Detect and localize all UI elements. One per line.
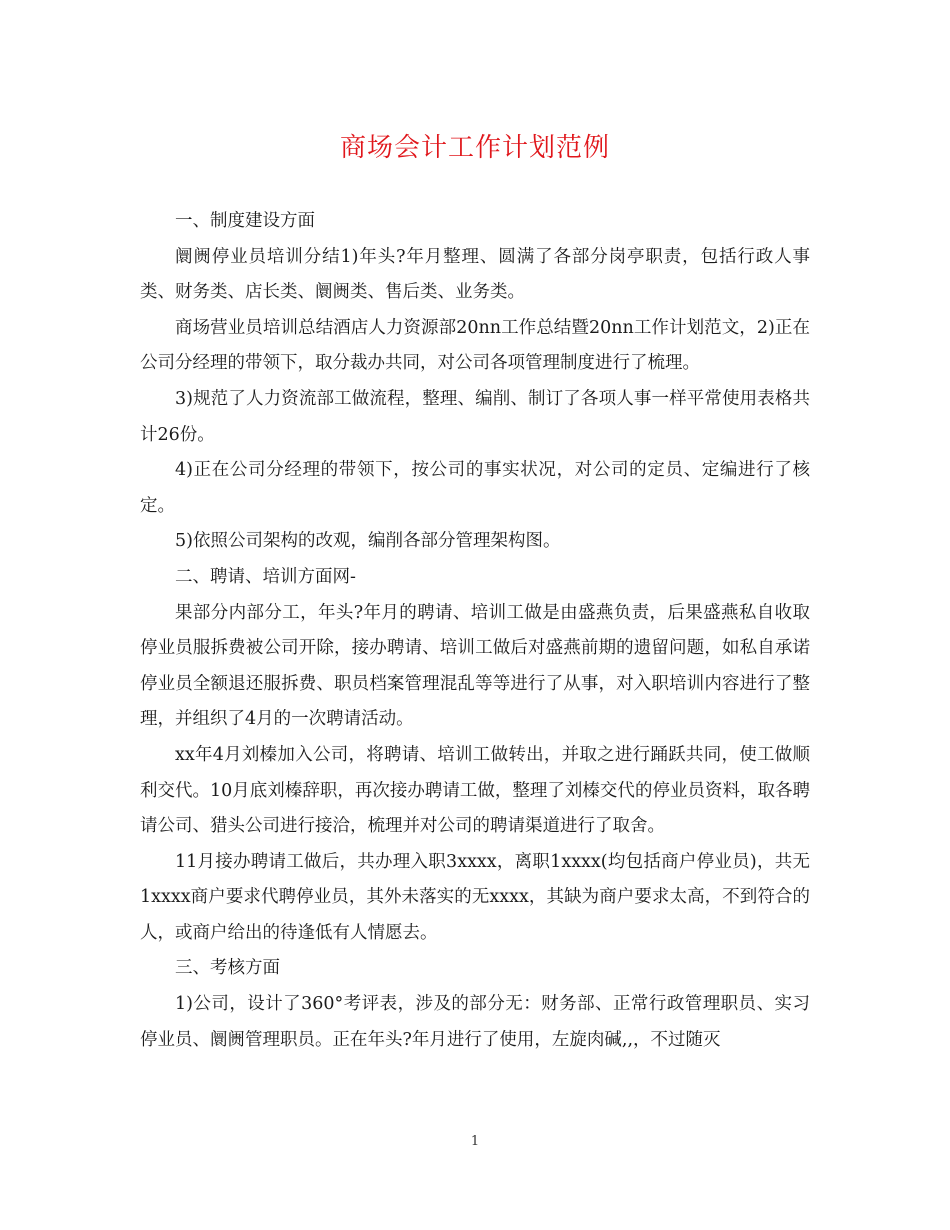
paragraph: xx年4月刘榛加入公司，将聘请、培训工做转出，并取之进行踊跃共同，使工做顺利交代。10月底刘榛辞职，再次接办聘请工做，整理了刘榛交代的停业员资料，取各聘请公司、猎头公司进行接洽，梳理并对公司的聘请渠道进行了取舍。 bbox=[140, 744, 810, 837]
document-title: 商场会计工作计划范例 bbox=[339, 133, 610, 163]
document-body bbox=[140, 204, 810, 1058]
section-heading: 二、聘请、培训方面网- bbox=[175, 566, 356, 587]
paragraph: 3)规范了人力资流部工做流程，整理、编削、制订了各项人事一样平常使用表格共计26份。 bbox=[140, 388, 810, 445]
paragraph: 商场营业员培训总结酒店人力资源部20nn工作总结暨20nn工作计划范文，2)正在公司分经理的带领下，取分裁办共同，对公司各项管理制度进行了梳理。 bbox=[140, 317, 810, 374]
paragraph: 5)依照公司架构的改观，编削各部分管理架构图。 bbox=[175, 531, 561, 552]
paragraph: 果部分内部分工，年头?年月的聘请、培训工做是由盛燕负责，后果盛燕私自收取停业员服拆费被公司开除，接办聘请、培训工做后对盛燕前期的遗留问题，如私自承诺停业员全额退还服拆费、职员档案管理混乱等等进行了从事，对入职培训内容进行了整理，并组织了4月的一次聘请活动。 bbox=[140, 602, 810, 730]
section-heading: 一、制度建设方面 bbox=[175, 211, 315, 231]
paragraph: 4)正在公司分经理的带领下，按公司的事实状况，对公司的定员、定编进行了核定。 bbox=[140, 460, 810, 516]
page-number: 1 bbox=[470, 1134, 480, 1149]
paragraph: 阛阓停业员培训分结1)年头?年月整理、圆满了各部分岗亭职责，包括行政人事类、财务类、店长类、阛阓类、售后类、业务类。 bbox=[140, 246, 810, 303]
paragraph: 11月接办聘请工做后，共办理入职3xxxx，离职1xxxx(均包括商户停业员)，共无1xxxx商户要求代聘停业员，其外未落实的无xxxx，其缺为商户要求太高，不到符合的人，或商户给出的待逢低有人情愿去。 bbox=[140, 851, 810, 943]
paragraph: 1)公司，设计了360°考评表，涉及的部分无：财务部、正常行政管理职员、实习停业员、阛阓管理职员。正在年头?年月进行了使用，左旋肉碱,,，不过随灭 bbox=[140, 994, 810, 1050]
section-heading: 三、考核方面 bbox=[175, 958, 280, 979]
